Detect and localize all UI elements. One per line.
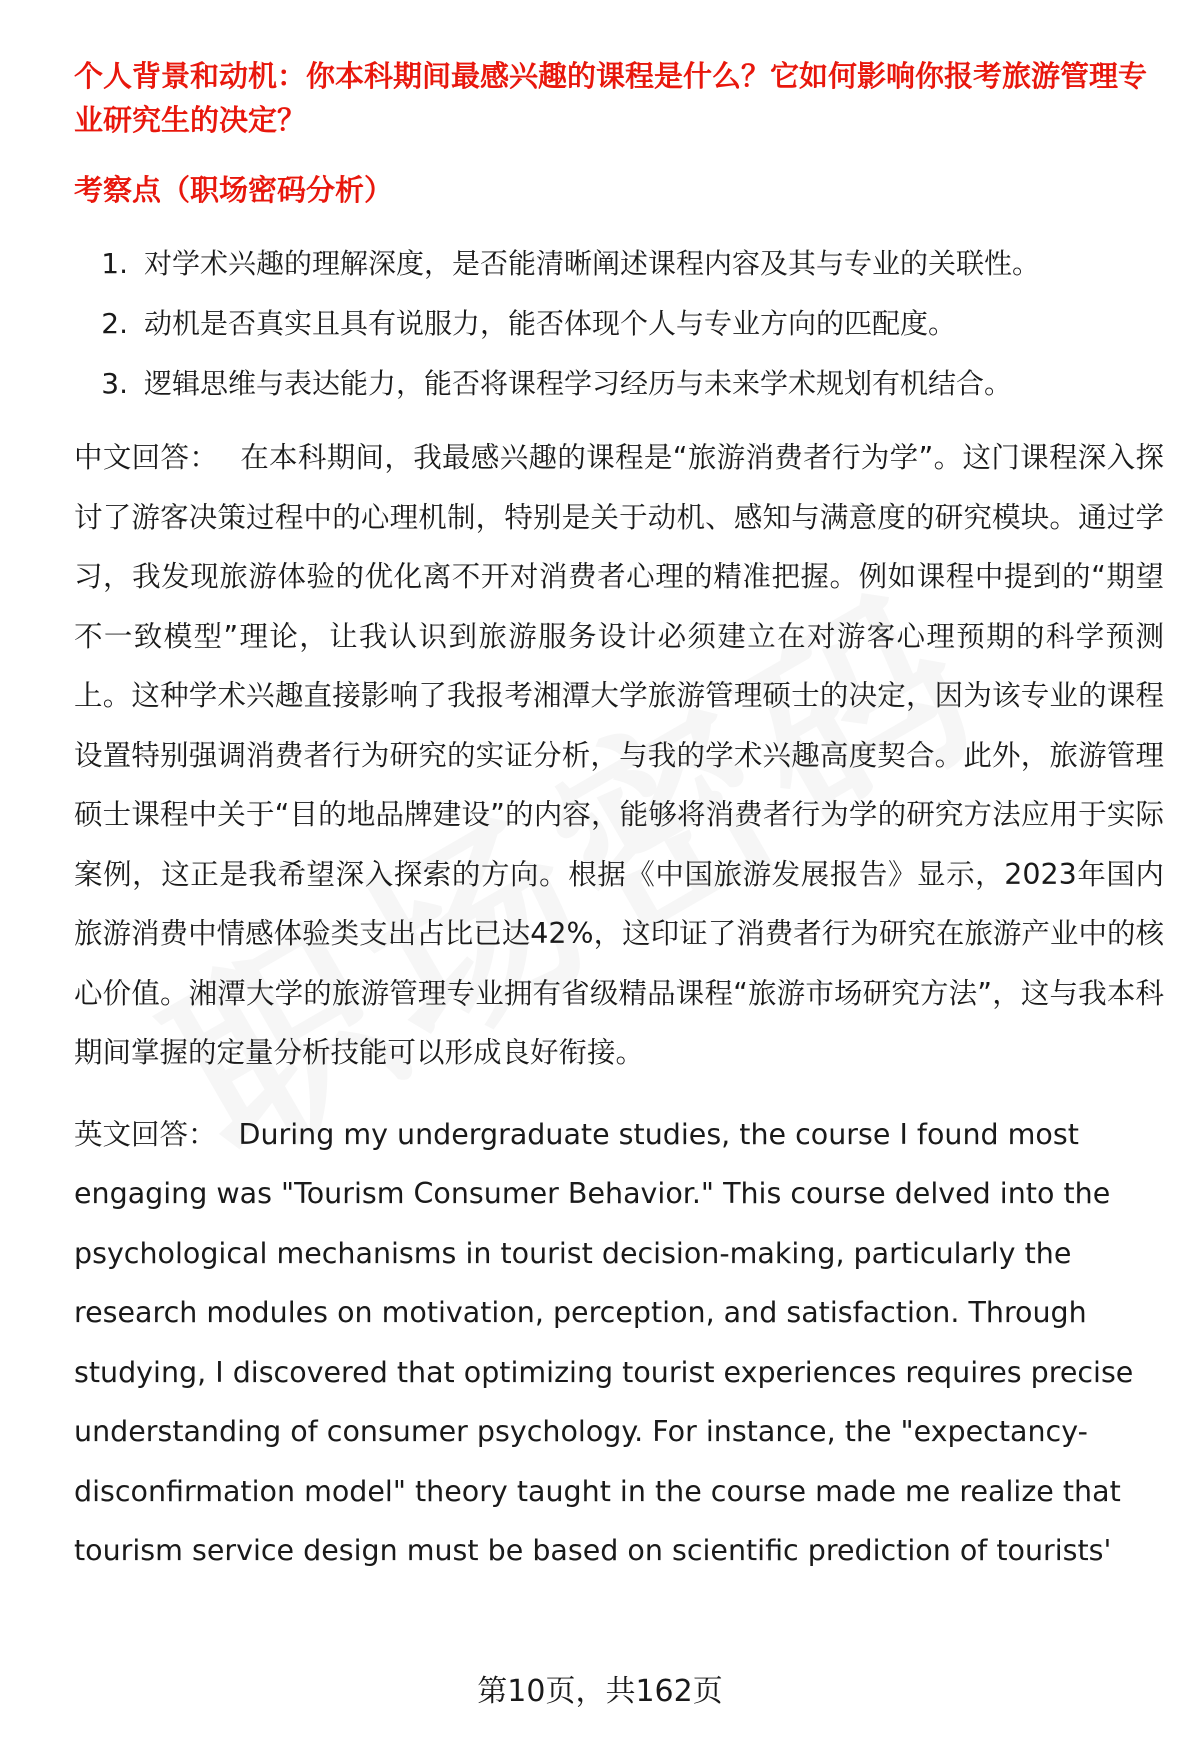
list-item: [74, 234, 1164, 294]
list-text: 对学术兴趣的理解深度，是否能清晰阐述课程内容及其与专业的关联性。: [144, 247, 1041, 280]
list-item: [74, 294, 1164, 354]
list-text: 逻辑思维与表达能力，能否将课程学习经历与未来学术规划有机结合。: [144, 367, 1013, 400]
list-number: 1.: [101, 247, 128, 280]
english-answer-text: During my undergraduate studies, the course I found most engaging was "Tourism Consumer Behavior." This course delved into the psychological mechanisms in tourist decision-making, particularly the research modules on motivation, perception, and satisfaction. Through studying, I discovered that optimizing tourist experiences requires precise understanding of consumer psychology. For instance, the "expectancy-disconfirmation model" theory taught in the course made me realize that tourism service design must be based on scientific prediction of tourists': [74, 1117, 1134, 1567]
chinese-answer: [74, 428, 1164, 1083]
section-title: 考察点（职场密码分析）: [74, 173, 394, 207]
assessment-points: [74, 234, 1164, 414]
list-number: 3.: [101, 367, 128, 400]
list-number: 2.: [101, 307, 128, 340]
list-text: 动机是否真实且具有说服力，能否体现个人与专业方向的匹配度。: [144, 307, 957, 340]
chinese-answer-text: 在本科期间，我最感兴趣的课程是“旅游消费者行为学”。这门课程深入探讨了游客决策过程中的心理机制，特别是关于动机、感知与满意度的研究模块。通过学习，我发现旅游体验的优化离不开对消费者心理的精准把握。例如课程中提到的“期望不一致模型”理论，让我认识到旅游服务设计必须建立在对游客心理预期的科学预测上。这种学术兴趣直接影响了我报考湘潭大学旅游管理硕士的决定，因为该专业的课程设置特别强调消费者行为研究的实证分析，与我的学术兴趣高度契合。此外，旅游管理硕士课程中关于“目的地品牌建设”的内容，能够将消费者行为学的研究方法应用于实际案例，这正是我希望深入探索的方向。根据《中国旅游发展报告》显示，2023年国内旅游消费中情感体验类支出占比已达42%，这印证了消费者行为研究在旅游产业中的核心价值。湘潭大学的旅游管理专业拥有省级精品课程“旅游市场研究方法”，这与我本科期间掌握的定量分析技能可以形成良好衔接。: [74, 441, 1164, 1069]
chinese-answer-label: 中文回答：: [74, 441, 219, 474]
question-heading: 个人背景和动机：你本科期间最感兴趣的课程是什么？它如何影响你报考旅游管理专业研究生的决定？: [74, 59, 1148, 137]
page-footer: 第10页，共162页: [477, 1674, 723, 1709]
list-item: [74, 354, 1164, 414]
english-answer: [74, 1105, 1164, 1581]
english-answer-label: 英文回答：: [74, 1117, 217, 1151]
document-body: [74, 54, 1164, 1581]
